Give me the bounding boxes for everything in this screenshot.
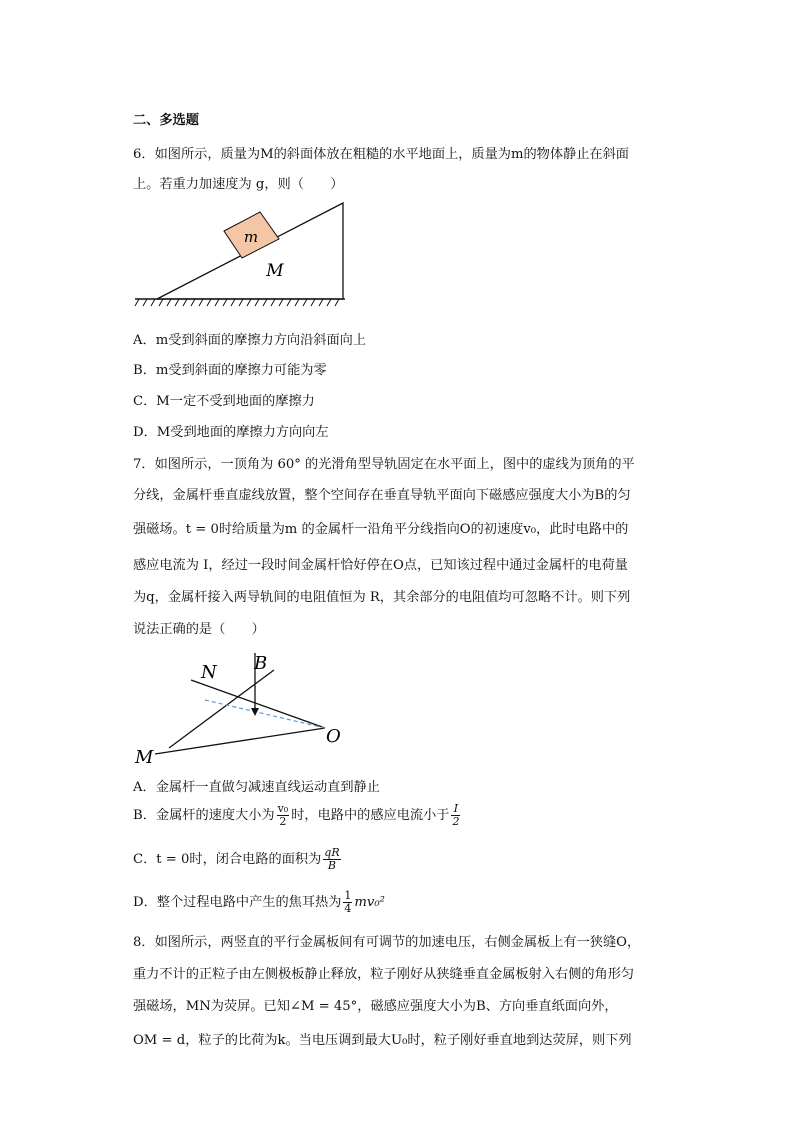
q6-stem-line-1: 6．如图所示，质量为M的斜面体放在粗糙的水平地面上，质量为m的物体静止在斜面 bbox=[133, 147, 629, 162]
q7-stem-line-3: 强磁场。t = 0时给质量为m 的金属杆一沿角平分线指向O的初速度v₀，此时电路中的 bbox=[133, 522, 629, 537]
fraction-denominator: 2 bbox=[452, 815, 460, 828]
fraction-numerator: qR bbox=[324, 846, 340, 859]
q7-rail-figure bbox=[135, 648, 355, 766]
field-arrowhead bbox=[251, 708, 259, 716]
fraction-denominator: 2 bbox=[279, 815, 287, 828]
q6-option-b: B．m受到斜面的摩擦力可能为零 bbox=[133, 363, 327, 378]
block-label: m bbox=[243, 228, 259, 246]
incline-label: M bbox=[266, 261, 284, 281]
rail-upper bbox=[191, 680, 325, 728]
ground-hatching bbox=[135, 299, 339, 306]
q6-option-c: C．M一定不受到地面的摩擦力 bbox=[133, 394, 315, 409]
q7-stem-line-1: 7．如图所示，一顶角为 60° 的光滑角型导轨固定在水平面上，图中的虚线为顶角的平 bbox=[133, 457, 635, 472]
q7-option-b-prefix: B．金属杆的速度大小为 bbox=[133, 808, 275, 823]
q8-stem-line-4: OM = d，粒子的比荷为k。当电压调到最大U₀时，粒子刚好垂直地到达荧屏，则下列 bbox=[133, 1033, 632, 1048]
q6-stem-line-2: 上。若重力加速度为 g，则（ ） bbox=[133, 177, 344, 192]
fraction-i-over-2 bbox=[451, 803, 460, 828]
fraction-numerator: v₀ bbox=[277, 802, 289, 815]
angle-bisector bbox=[205, 700, 325, 728]
q8-stem-line-1: 8．如图所示，两竖直的平行金属板间有可调节的加速电压，右侧金属板上有一狭缝O， bbox=[133, 935, 641, 950]
q7-option-d-suffix: mv₀² bbox=[354, 895, 385, 910]
fraction-denominator: 4 bbox=[344, 902, 352, 915]
fraction-v0-over-2 bbox=[277, 803, 290, 828]
q6-incline-figure bbox=[135, 200, 355, 308]
q8-stem-line-2: 重力不计的正粒子由左侧极板静止释放，粒子刚好从狭缝垂直金属板射入右侧的角形匀 bbox=[133, 967, 635, 982]
q7-option-c bbox=[133, 847, 343, 873]
q7-stem-line-5: 为q，金属杆接入两导轨间的电阻值恒为 R，其余部分的电阻值均可忽略不计。则下列 bbox=[133, 590, 631, 605]
fraction-numerator: 1 bbox=[344, 889, 352, 902]
q7-option-b-middle: 时，电路中的感应电流小于 bbox=[291, 808, 450, 823]
q7-option-c-prefix: C．t = 0时，闭合电路的面积为 bbox=[133, 852, 322, 867]
label-m: M bbox=[135, 747, 154, 768]
fraction-denominator: B bbox=[327, 859, 336, 872]
q6-option-d: D．M受到地面的摩擦力方向向左 bbox=[133, 425, 329, 440]
fraction-numerator: I bbox=[451, 803, 460, 816]
q7-stem-line-6: 说法正确的是（ ） bbox=[133, 622, 265, 637]
fraction-one-quarter bbox=[343, 890, 352, 915]
fraction-qr-over-b bbox=[323, 847, 340, 872]
q6-option-a: A．m受到斜面的摩擦力方向沿斜面向上 bbox=[133, 333, 367, 348]
label-b: B bbox=[254, 653, 268, 674]
q7-option-d-prefix: D．整个过程电路中产生的焦耳热为 bbox=[133, 895, 342, 910]
q7-stem-line-4: 感应电流为 I，经过一段时间金属杆恰好停在O点，已知该过程中通过金属杆的电荷量 bbox=[133, 558, 628, 573]
label-n: N bbox=[201, 662, 217, 683]
q7-option-a: A．金属杆一直做匀减速直线运动直到静止 bbox=[133, 780, 380, 795]
q7-stem-line-2: 分线，金属杆垂直虚线放置，整个空间存在垂直导轨平面向下磁感应强度大小为B的匀 bbox=[133, 488, 631, 503]
label-o: O bbox=[326, 726, 341, 747]
q7-option-d bbox=[133, 890, 385, 916]
q7-option-b bbox=[133, 803, 462, 829]
q8-stem-line-3: 强磁场，MN为荧屏。已知∠M = 45°，磁感应强度大小为B、方向垂直纸面向外， bbox=[133, 999, 618, 1014]
rail-lower bbox=[155, 728, 325, 754]
section-title: 二、多选题 bbox=[133, 113, 199, 128]
